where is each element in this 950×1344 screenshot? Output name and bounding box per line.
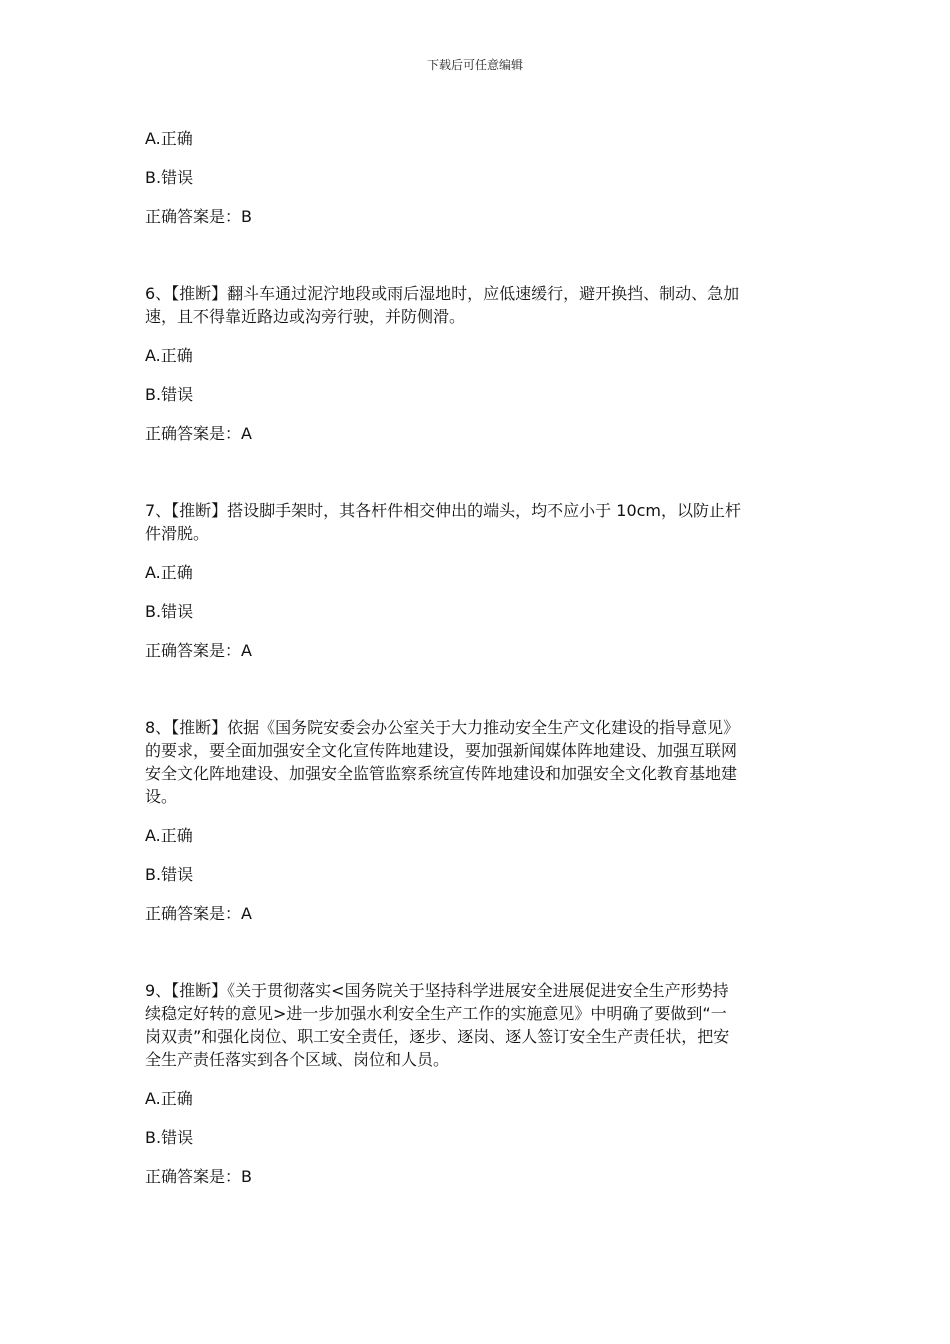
option-a: A.正确 [145, 129, 193, 148]
option-b: B.错误 [145, 385, 194, 404]
question-text-line: 全生产责任落实到各个区域、岗位和人员。 [145, 1050, 450, 1069]
option-a: A.正确 [145, 563, 193, 582]
correct-answer: 正确答案是：A [145, 904, 252, 923]
option-a: A.正确 [145, 346, 193, 365]
question-text-line: 件滑脱。 [145, 524, 210, 543]
question-text-line: 速，且不得靠近路边或沟旁行驶，并防侧滑。 [145, 307, 466, 326]
question-text-line: 的要求，要全面加强安全文化宣传阵地建设，要加强新闻媒体阵地建设、加强互联网 [145, 741, 738, 760]
option-b: B.错误 [145, 1128, 194, 1147]
option-a: A.正确 [145, 1089, 193, 1108]
correct-answer: 正确答案是：B [145, 1167, 252, 1186]
correct-answer: 正确答案是：A [145, 424, 252, 443]
question-content [145, 127, 810, 1188]
correct-answer: 正确答案是：A [145, 641, 252, 660]
option-b: B.错误 [145, 602, 194, 621]
question-text-line: 7、【推断】搭设脚手架时，其各杆件相交伸出的端头，均不应小于 10cm，以防止杆 [145, 501, 742, 520]
question-text-line: 9、【推断】《关于贯彻落实<国务院关于坚持科学进展安全进展促进安全生产形势持 [145, 981, 729, 1000]
question-text-line: 设。 [145, 787, 178, 806]
question-text-line: 岗双责”和强化岗位、职工安全责任，逐步、逐岗、逐人签订安全生产责任状，把安 [145, 1027, 730, 1046]
option-b: B.错误 [145, 865, 194, 884]
correct-answer: 正确答案是：B [145, 207, 252, 226]
option-b: B.错误 [145, 168, 194, 187]
question-text-line: 续稳定好转的意见>进一步加强水利安全生产工作的实施意见》中明确了要做到“一 [145, 1004, 727, 1023]
question-8 [145, 716, 810, 925]
question-9 [145, 979, 810, 1188]
top-answer-block [145, 127, 810, 228]
question-text-line: 安全文化阵地建设、加强安全监管监察系统宣传阵地建设和加强安全文化教育基地建 [145, 764, 738, 783]
option-a: A.正确 [145, 826, 193, 845]
question-6 [145, 282, 810, 445]
question-7 [145, 499, 810, 662]
question-text-line: 8、【推断】依据《国务院安委会办公室关于大力推动安全生产文化建设的指导意见》 [145, 718, 740, 737]
question-text-line: 6、【推断】翻斗车通过泥泞地段或雨后湿地时，应低速缓行，避开换挡、制动、急加 [145, 284, 740, 303]
page-header: 下载后可任意编辑 [426, 58, 523, 72]
